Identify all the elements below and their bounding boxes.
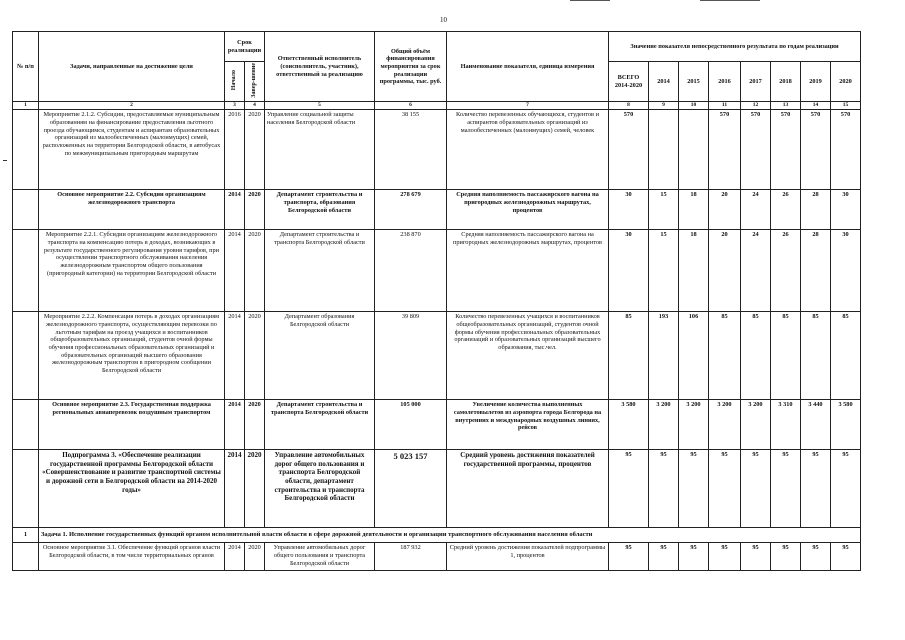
col-number: 3	[225, 102, 245, 110]
value-cell: 85	[741, 312, 771, 400]
value-cell: 30	[831, 230, 861, 312]
volume-cell: 238 870	[375, 230, 447, 312]
value-cell: 20	[709, 230, 741, 312]
task-cell: Основное мероприятие 2.2. Субсидии организациям железнодорожного транспорта	[39, 190, 225, 230]
value-cell: 3 200	[679, 400, 709, 450]
col-number: 11	[709, 102, 741, 110]
margin-mark	[3, 160, 7, 161]
value-cell: 570	[709, 110, 741, 190]
value-cell: 570	[801, 110, 831, 190]
executor-cell: Департамент строительства и транспорта, образования Белгородской области	[265, 190, 375, 230]
header-row	[13, 32, 861, 62]
value-cell: 570	[741, 110, 771, 190]
task-cell: Мероприятие 2.2.1. Субсидии организациям железнодорожного транспорта на компенсацию потерь в доходах, возникающих в результате государственного регулирования уровня тарифов, при осуществлении транспортного обслуживания населения железнодорожным транспортом общего пользования (пригородный категории) на территории Белгородской области	[39, 230, 225, 312]
value-cell: 30	[609, 230, 649, 312]
start-cell: 2014	[225, 190, 245, 230]
volume-cell: 278 679	[375, 190, 447, 230]
volume-cell: 39 809	[375, 312, 447, 400]
header-end: Завер-шение	[245, 62, 265, 102]
row-num-cell	[13, 400, 39, 450]
volume-cell: 105 000	[375, 400, 447, 450]
task-number: 1	[13, 528, 39, 543]
row-num-cell	[13, 543, 39, 571]
header-indicator: Наименование показателя, единица измерения	[447, 32, 609, 102]
value-cell: 95	[771, 543, 801, 571]
end-cell: 2020	[245, 230, 265, 312]
task-cell: Мероприятие 2.1.2. Субсидии, предоставляемые муниципальным образованиям на финансирование предоставления льготного проезда обучающимся, студентам и аспирантам образовательных организаций из малообеспеченных (малоимущих) семей, расположенных на территории Белгородской области, в автобусах по межмуниципальным пригородным маршрутам	[39, 110, 225, 190]
value-cell	[679, 110, 709, 190]
column-number-row	[13, 102, 861, 110]
header-values: Значение показателя непосредственного результата по годам реализации	[609, 32, 861, 62]
header-year: 2018	[771, 62, 801, 102]
col-number: 6	[375, 102, 447, 110]
end-cell: 2020	[245, 312, 265, 400]
header-volume: Общий объём финансирования мероприятия за срок реализации программы, тыс. руб.	[375, 32, 447, 102]
task-cell: Основное мероприятие 3.1. Обеспечение функций органов власти Белгородской области, в том числе территориальных органов	[39, 543, 225, 571]
value-cell: 95	[709, 543, 741, 571]
value-cell: 95	[679, 543, 709, 571]
end-cell: 2020	[245, 543, 265, 571]
start-cell: 2014	[225, 312, 245, 400]
value-cell: 3 200	[741, 400, 771, 450]
value-cell: 18	[679, 190, 709, 230]
col-number: 14	[801, 102, 831, 110]
col-number: 7	[447, 102, 609, 110]
start-cell: 2016	[225, 110, 245, 190]
volume-cell: 38 155	[375, 110, 447, 190]
col-number: 1	[13, 102, 39, 110]
col-number: 2	[39, 102, 225, 110]
indicator-cell: Количество перевезенных учащихся и воспитанников общеобразовательных организаций, студентов очной формы обучения профессиональных образовательных организаций и образовательных организаций высшего образования, тыс.чел.	[447, 312, 609, 400]
value-cell: 95	[801, 450, 831, 528]
value-cell	[649, 110, 679, 190]
col-number: 5	[265, 102, 375, 110]
indicator-cell: Средняя наполняемость пассажирского вагона на пригородных железнодорожных маршрутах, процентов	[447, 230, 609, 312]
value-cell: 3 200	[709, 400, 741, 450]
value-cell: 15	[649, 230, 679, 312]
col-number: 8	[609, 102, 649, 110]
value-cell: 15	[649, 190, 679, 230]
value-cell: 95	[649, 450, 679, 528]
start-cell: 2014	[225, 450, 245, 528]
table-row	[13, 190, 861, 230]
value-cell: 106	[679, 312, 709, 400]
value-cell: 95	[801, 543, 831, 571]
scan-artifact-line	[570, 0, 610, 1]
indicator-cell: Увеличение количества выполненных самолетовылетов из аэропорта города Белгорода на внутренних и международных воздушных линиях, рейсов	[447, 400, 609, 450]
header-year: 2020	[831, 62, 861, 102]
indicator-cell: Средний уровень достижения показателей подпрограммы 1, процентов	[447, 543, 609, 571]
table-row	[13, 230, 861, 312]
value-cell: 95	[609, 450, 649, 528]
value-cell: 570	[609, 110, 649, 190]
header-year: 2016	[709, 62, 741, 102]
value-cell: 28	[801, 230, 831, 312]
table-row	[13, 450, 861, 528]
row-num-cell	[13, 230, 39, 312]
col-number: 9	[649, 102, 679, 110]
header-total: ВСЕГО 2014-2020	[609, 62, 649, 102]
program-table	[12, 31, 861, 571]
header-num: № п/п	[13, 32, 39, 102]
row-num-cell	[13, 190, 39, 230]
table-row	[13, 543, 861, 571]
col-number: 13	[771, 102, 801, 110]
start-cell: 2014	[225, 230, 245, 312]
row-num-cell	[13, 312, 39, 400]
value-cell: 85	[609, 312, 649, 400]
task-cell: Мероприятие 2.2.2. Компенсация потерь в доходах организациям железнодорожного транспорта, осуществляющим перевозки по льготным тарифам на проезд учащихся и воспитанников общеобразовательных организаций, студентов очной формы обучения профессиональных образовательных организаций и образовательных организаций высшего образования железнодорожным транспортом в пригородном сообщении Белгородской области	[39, 312, 225, 400]
start-cell: 2014	[225, 400, 245, 450]
value-cell: 26	[771, 190, 801, 230]
executor-cell: Управление автомобильных дорог общего пользования и транспорта Белгородской области, департамент строительства и транспорта Белгородской области	[265, 450, 375, 528]
task-cell: Подпрограмма 3. «Обеспечение реализации государственной программы Белгородской области «Совершенствование и развитие транспортной системы и дорожной сети в Белгородской области на 2014-2020 годы»	[39, 450, 225, 528]
value-cell: 3 200	[649, 400, 679, 450]
scan-artifact-line	[700, 0, 760, 1]
value-cell: 95	[679, 450, 709, 528]
col-number: 12	[741, 102, 771, 110]
value-cell: 193	[649, 312, 679, 400]
value-cell: 28	[801, 190, 831, 230]
value-cell: 3 440	[801, 400, 831, 450]
end-cell: 2020	[245, 110, 265, 190]
end-cell: 2020	[245, 400, 265, 450]
value-cell: 18	[679, 230, 709, 312]
value-cell: 85	[801, 312, 831, 400]
value-cell: 95	[741, 450, 771, 528]
executor-cell: Управление автомобильных дорог общего пользования и транспорта Белгородской области	[265, 543, 375, 571]
page-number: 10	[440, 16, 447, 24]
value-cell: 30	[609, 190, 649, 230]
col-number: 4	[245, 102, 265, 110]
value-cell: 24	[741, 230, 771, 312]
task-cell: Основное мероприятие 2.3. Государственная поддержка региональных авиаперевозок воздушным транспортом	[39, 400, 225, 450]
value-cell: 95	[649, 543, 679, 571]
value-cell: 95	[831, 450, 861, 528]
header-year: 2015	[679, 62, 709, 102]
value-cell: 570	[771, 110, 801, 190]
value-cell: 85	[771, 312, 801, 400]
header-year: 2017	[741, 62, 771, 102]
executor-cell: Департамент строительства и транспорта Белгородской области	[265, 400, 375, 450]
value-cell: 85	[709, 312, 741, 400]
indicator-cell: Средняя наполняемость пассажирского вагона на пригородных железнодорожных маршрутах, процентов	[447, 190, 609, 230]
header-tasks: Задачи, направленные на достижение цели	[39, 32, 225, 102]
value-cell: 30	[831, 190, 861, 230]
row-num-cell	[13, 110, 39, 190]
task-header-row	[13, 528, 861, 543]
value-cell: 95	[771, 450, 801, 528]
executor-cell: Департамент образования Белгородской области	[265, 312, 375, 400]
value-cell: 85	[831, 312, 861, 400]
header-year: 2014	[649, 62, 679, 102]
executor-cell: Департамент строительства и транспорта Белгородской области	[265, 230, 375, 312]
value-cell: 95	[831, 543, 861, 571]
value-cell: 3 580	[609, 400, 649, 450]
value-cell: 3 310	[771, 400, 801, 450]
indicator-cell: Количество перевезенных обучающихся, студентов и аспирантов образовательных организаций из малообеспеченных (малоимущих) семей, человек	[447, 110, 609, 190]
header-executor: Ответственный исполнитель (соисполнитель, участник), ответственный за реализацию	[265, 32, 375, 102]
value-cell: 570	[831, 110, 861, 190]
task-description: Задача 1. Исполнение государственных функций органом исполнительной власти области в сфере дорожной деятельности и организации транспортного обслуживания населения области	[39, 528, 861, 543]
table-row	[13, 110, 861, 190]
end-cell: 2020	[245, 190, 265, 230]
volume-cell: 5 023 157	[375, 450, 447, 528]
value-cell: 95	[741, 543, 771, 571]
value-cell: 95	[609, 543, 649, 571]
header-year: 2019	[801, 62, 831, 102]
header-start: Начало	[225, 62, 245, 102]
indicator-cell: Средний уровень достижения показателей государственной программы, процентов	[447, 450, 609, 528]
end-cell: 2020	[245, 450, 265, 528]
value-cell: 26	[771, 230, 801, 312]
value-cell: 20	[709, 190, 741, 230]
volume-cell: 187 932	[375, 543, 447, 571]
table-row	[13, 400, 861, 450]
table-row	[13, 312, 861, 400]
value-cell: 24	[741, 190, 771, 230]
value-cell: 3 580	[831, 400, 861, 450]
start-cell: 2014	[225, 543, 245, 571]
col-number: 10	[679, 102, 709, 110]
col-number: 15	[831, 102, 861, 110]
row-num-cell	[13, 450, 39, 528]
executor-cell: Управление социальной защиты населения Белгородской области	[265, 110, 375, 190]
value-cell: 95	[709, 450, 741, 528]
header-period: Срок реализации	[225, 32, 265, 62]
